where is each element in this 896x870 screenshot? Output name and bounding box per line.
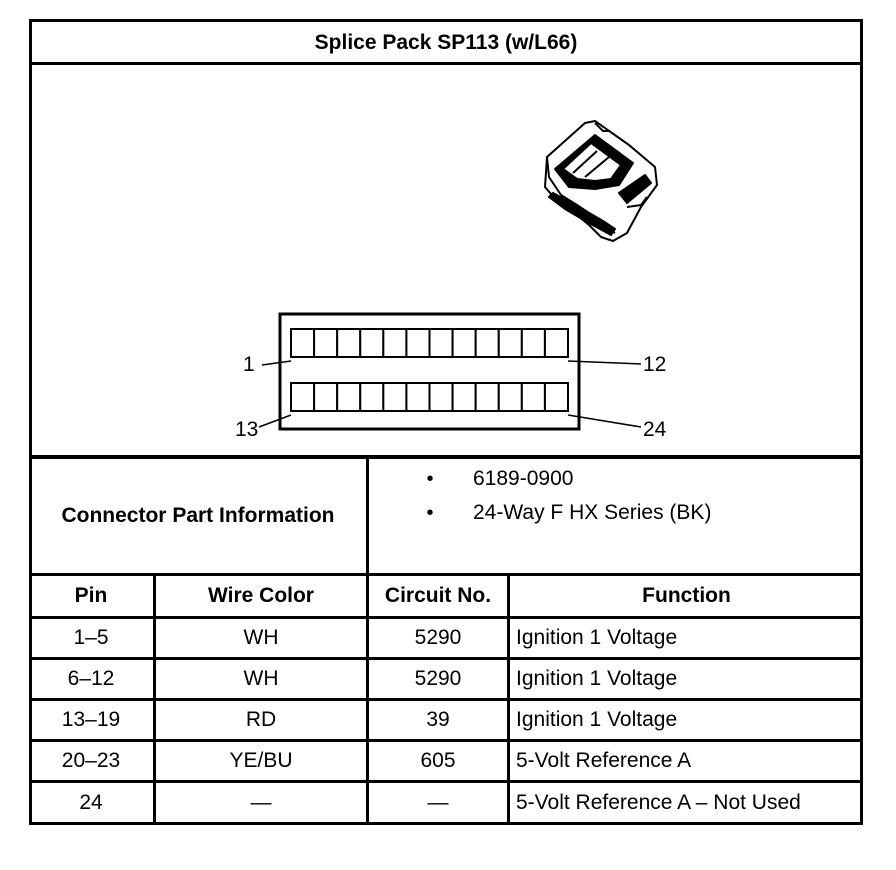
row-2-circuit: 5290 — [414, 667, 462, 690]
row-2-pin: 6–12 — [67, 667, 115, 690]
cavity-4 — [360, 329, 383, 357]
cavity-11 — [522, 329, 545, 357]
page-title: Splice Pack SP113 (w/L66) — [314, 31, 578, 54]
cavity-19 — [430, 383, 453, 411]
cavity-16 — [360, 383, 383, 411]
row-3-wire-color: RD — [245, 708, 277, 731]
row-2-function: Ignition 1 Voltage — [516, 667, 678, 690]
part-series-item — [407, 501, 711, 525]
row-5-circuit: — — [427, 790, 449, 814]
cavity-8 — [453, 329, 476, 357]
row-4-circuit: 605 — [420, 749, 456, 772]
pinout-table — [29, 576, 863, 825]
pin-label-13: 13 — [235, 418, 259, 441]
part-series: 24-Way F HX Series (BK) — [473, 501, 712, 524]
row-1-function: Ignition 1 Voltage — [516, 626, 678, 649]
header-wire-color: Wire Color — [208, 584, 314, 607]
cavity-15 — [337, 383, 360, 411]
cavity-9 — [476, 329, 499, 357]
cavity-12 — [545, 329, 568, 357]
row-4-pin: 20–23 — [61, 749, 121, 772]
part-info-label: Connector Part Information — [61, 504, 335, 527]
cavity-20 — [453, 383, 476, 411]
cavity-21 — [476, 383, 499, 411]
cavity-14 — [314, 383, 337, 411]
cavity-24 — [545, 383, 568, 411]
header-pin: Pin — [74, 584, 108, 607]
cavity-13 — [291, 383, 314, 411]
cavity-5 — [383, 329, 406, 357]
column-divider — [507, 576, 510, 825]
cavity-6 — [406, 329, 429, 357]
connector-sheet — [29, 19, 863, 825]
header-circuit: Circuit No. — [384, 584, 492, 607]
column-divider — [366, 576, 369, 825]
row-1-circuit: 5290 — [414, 626, 462, 649]
part-info-list — [369, 459, 863, 573]
cavity-1 — [291, 329, 314, 357]
diagram-area — [29, 65, 863, 455]
pin-label-12: 12 — [643, 353, 667, 376]
pin-label-1: 1 — [243, 353, 255, 376]
cavity-row-top — [291, 329, 568, 357]
cavity-7 — [430, 329, 453, 357]
row-1-pin: 1–5 — [73, 626, 109, 649]
cavity-2 — [314, 329, 337, 357]
part-number-item — [407, 467, 573, 491]
header-function: Function — [642, 584, 731, 607]
row-5-pin: 24 — [79, 790, 103, 814]
row-3-pin: 13–19 — [61, 708, 121, 731]
cavity-row-bottom — [291, 383, 568, 411]
row-4-wire-color: YE/BU — [229, 749, 293, 772]
connector-face — [29, 65, 863, 455]
cavity-22 — [499, 383, 522, 411]
bullet-icon: • — [426, 501, 434, 524]
cavity-10 — [499, 329, 522, 357]
row-5-wire-color: — — [250, 790, 272, 814]
row-4-function: 5-Volt Reference A — [516, 749, 692, 772]
pin-label-24: 24 — [643, 418, 667, 441]
cavity-23 — [522, 383, 545, 411]
part-number: 6189-0900 — [473, 467, 574, 490]
row-3-function: Ignition 1 Voltage — [516, 708, 678, 731]
bullet-icon: • — [426, 467, 434, 490]
cavity-18 — [406, 383, 429, 411]
cavity-17 — [383, 383, 406, 411]
row-5-function: 5-Volt Reference A – Not Used — [516, 790, 801, 814]
row-1-wire-color: WH — [243, 626, 279, 649]
row-2-wire-color: WH — [243, 667, 279, 690]
row-3-circuit: 39 — [426, 708, 450, 731]
cavity-3 — [337, 329, 360, 357]
column-divider — [153, 576, 156, 825]
